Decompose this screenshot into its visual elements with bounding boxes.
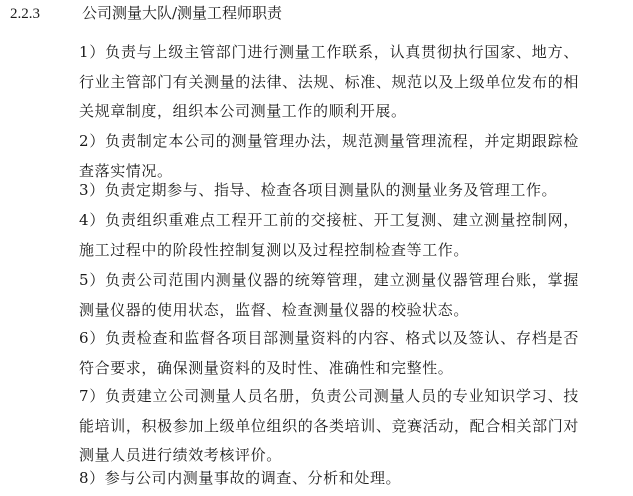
duty-item-7: 7）负责建立公司测量人员名册，负责公司测量人员的专业知识学习、技能培训，积极参加上级单位组织的各类培训、竞赛活动，配合相关部门对测量人员进行绩效考核评价。	[79, 387, 579, 464]
section-number: 2.2.3	[10, 6, 40, 22]
duty-item-3: 3）负责定期参与、指导、检查各项目测量队的测量业务及管理工作。	[79, 181, 558, 199]
section-heading	[10, 2, 282, 25]
duty-item-4: 4）负责组织重难点工程开工前的交接桩、开工复测、建立测量控制网，施工过程中的阶段性控制复测以及过程控制检查等工作。	[79, 211, 579, 259]
duty-item-2: 2）负责制定本公司的测量管理办法，规范测量管理流程，并定期跟踪检查落实情况。	[79, 132, 579, 180]
section-title: 公司测量大队/测量工程师职责	[82, 4, 283, 22]
duty-item-1: 1）负责与上级主管部门进行测量工作联系，认真贯彻执行国家、地方、行业主管部门有关测量的法律、法规、标准、规范以及上级单位发布的相关规章制度，组织本公司测量工作的顺利开展。	[79, 43, 579, 120]
duty-item-5: 5）负责公司范围内测量仪器的统筹管理，建立测量仪器管理台账，掌握测量仪器的使用状态，监督、检查测量仪器的校验状态。	[79, 271, 579, 319]
duty-item-6: 6）负责检查和监督各项目部测量资料的内容、格式以及签认、存档是否符合要求，确保测量资料的及时性、准确性和完整性。	[79, 329, 579, 377]
duty-item-8: 8）参与公司内测量事故的调查、分析和处理。	[79, 469, 402, 487]
